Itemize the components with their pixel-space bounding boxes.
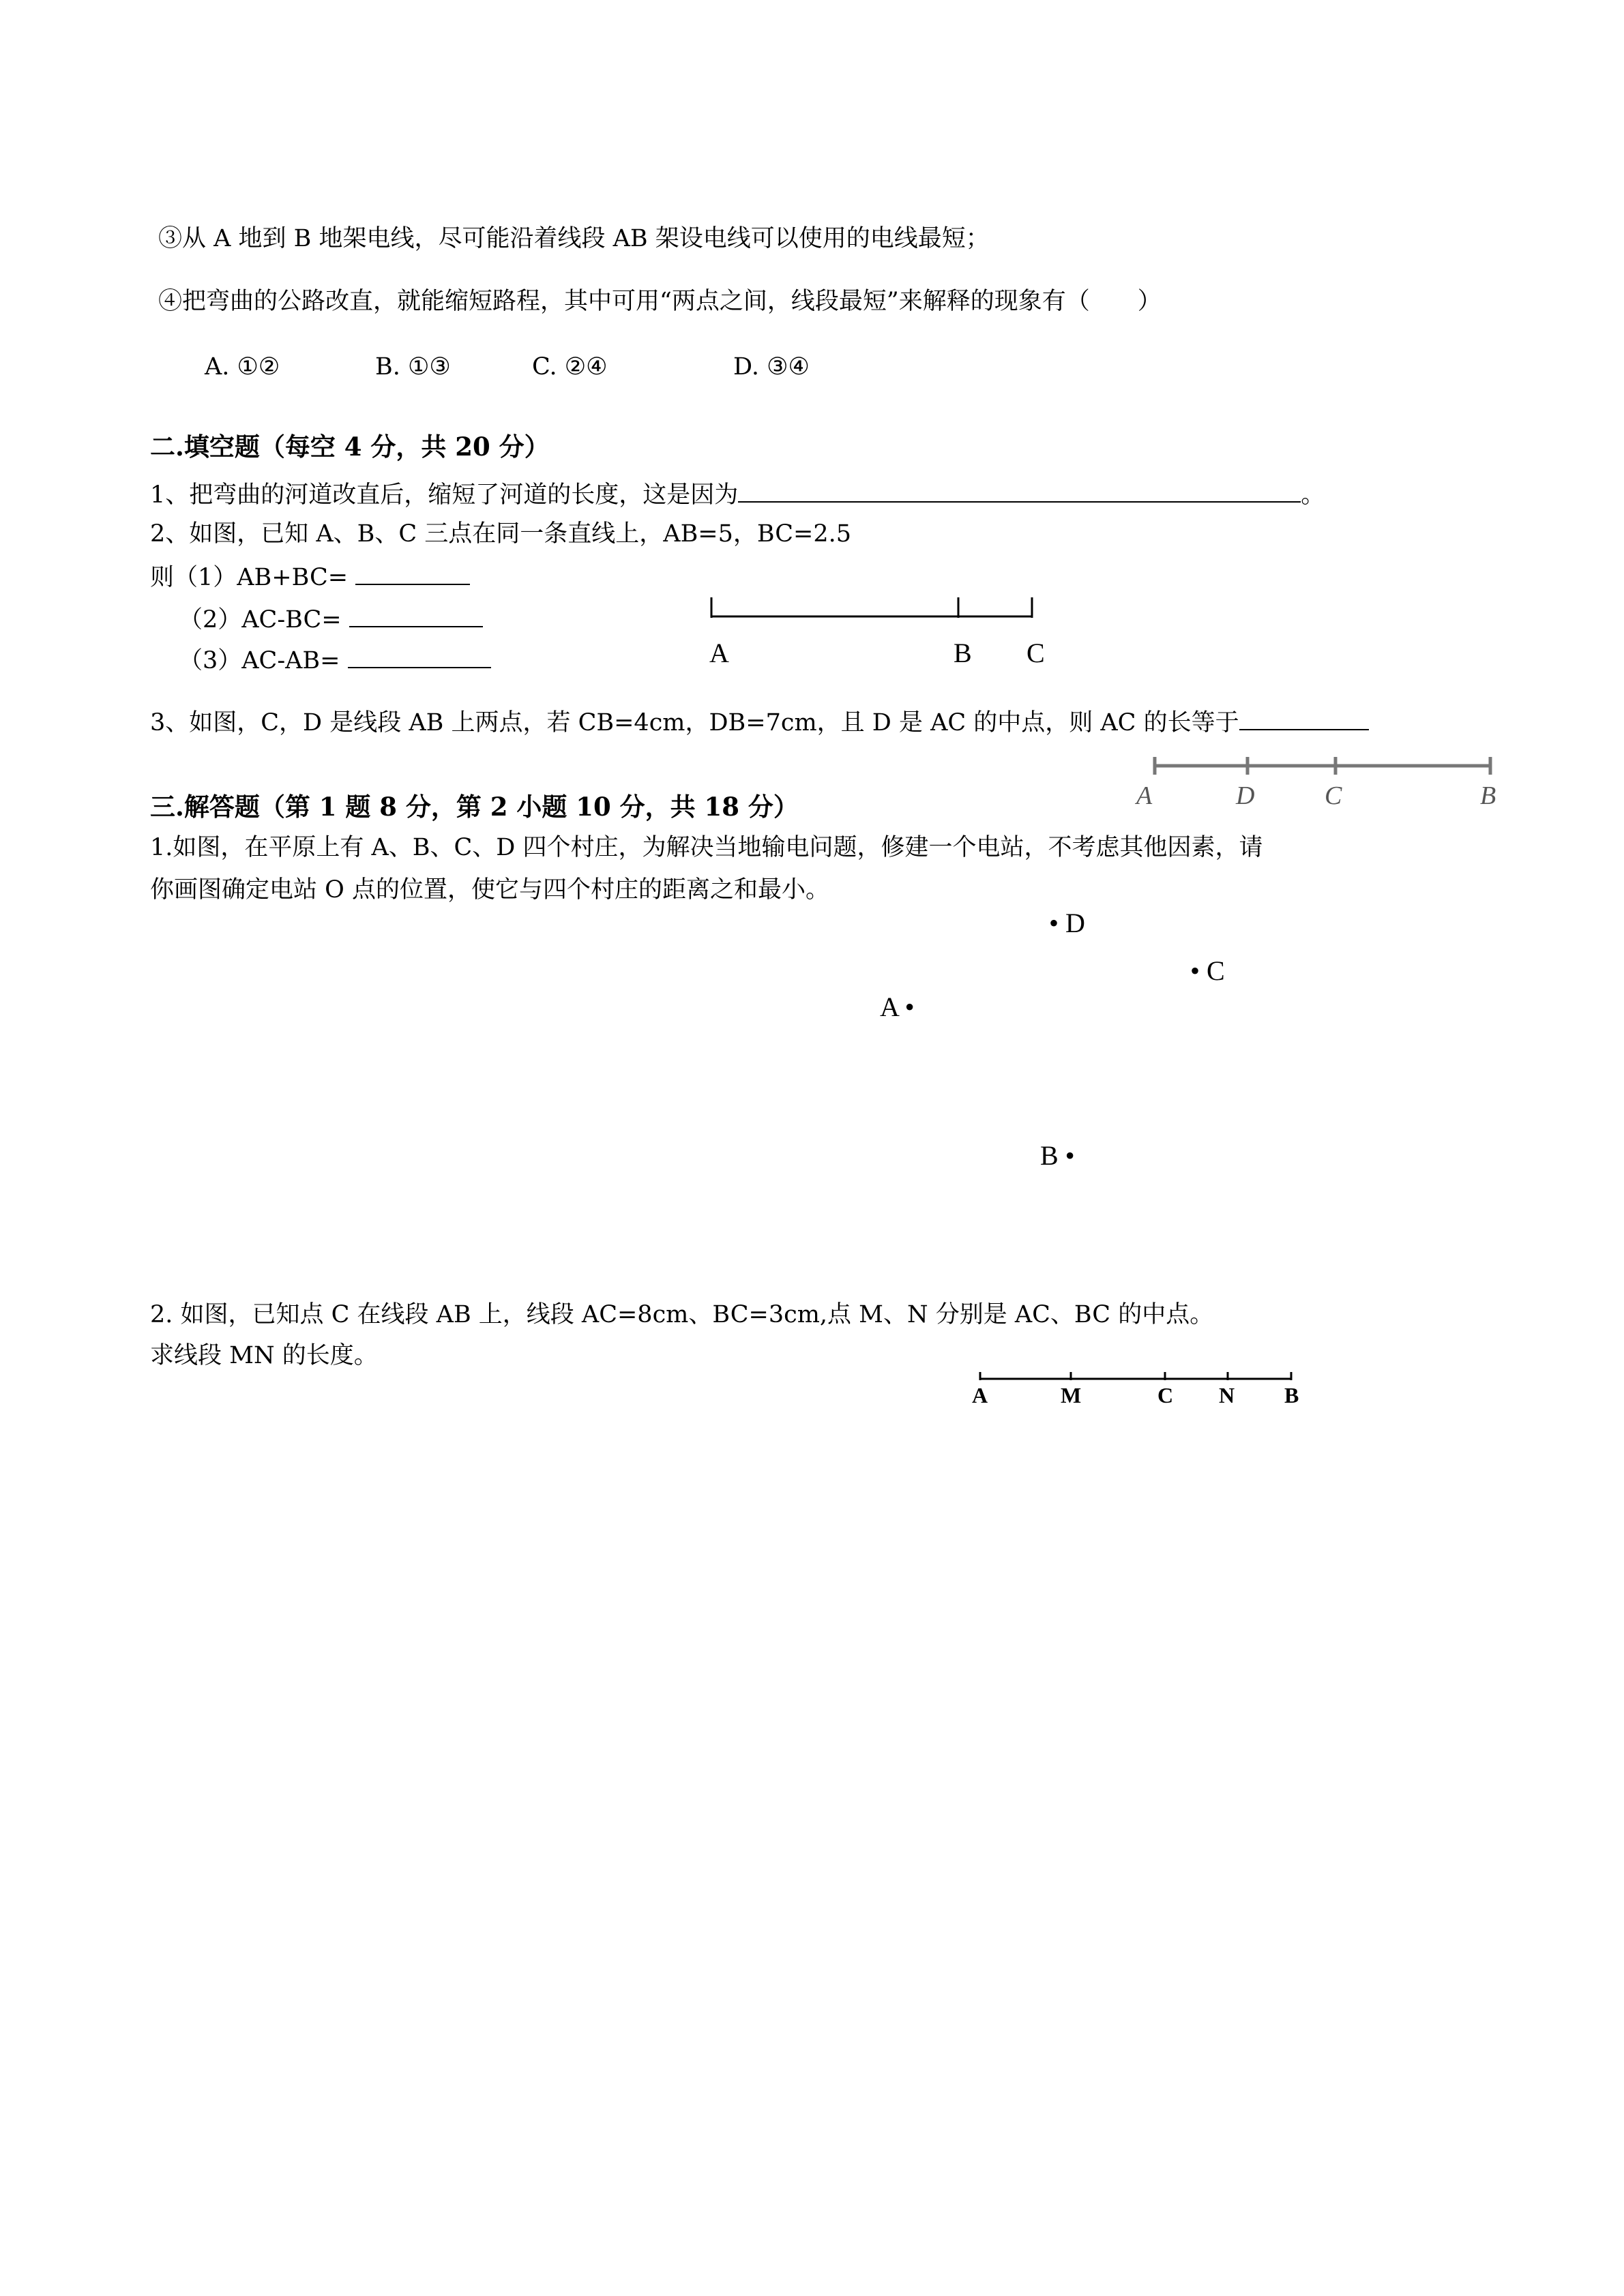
village-d: • D — [1049, 908, 1085, 938]
fill-q2-sub1-blank[interactable] — [355, 561, 470, 585]
option-c: C. ②④ — [532, 353, 608, 381]
fig2-label-b: B — [954, 638, 972, 668]
fill-q1-text: 1、把弯曲的河道改直后，缩短了河道的长度，这是因为 — [150, 481, 739, 509]
choice-item-3: ③从 A 地到 B 地架电线，尽可能沿着线段 AB 架设电线可以使用的电线最短； — [158, 225, 990, 252]
fill-q1-end: 。 — [1301, 481, 1325, 509]
fill-q3-blank[interactable] — [1239, 706, 1369, 730]
village-a: A • — [880, 992, 915, 1022]
solve-q1-line1: 1.如图，在平原上有 A、B、C、D 四个村庄，为解决当地输电问题，修建一个电站，不考虑其他因素，请 — [150, 834, 1263, 861]
fill-q2-sub2-blank[interactable] — [349, 603, 483, 627]
fill-q1-blank[interactable] — [738, 478, 1301, 503]
village-b: B • — [1040, 1140, 1075, 1171]
section-heading-fill-blank: 二.填空题（每空 4 分，共 20 分） — [150, 432, 550, 462]
fill-q2-sub2 — [179, 603, 483, 635]
solve-q2-line2: 求线段 MN 的长度。 — [150, 1342, 378, 1369]
choice-item-4: ④把弯曲的公路改直，就能缩短路程，其中可用“两点之间，线段最短”来解释的现象有（ ） — [158, 288, 1162, 315]
solve-q2-line1: 2. 如图，已知点 C 在线段 AB 上，线段 AC=8cm、BC=3cm,点 M、N 分别是 AC、BC 的中点。 — [150, 1301, 1214, 1328]
fig4-label-n: N — [1219, 1383, 1235, 1407]
fig3-label-d: D — [1236, 781, 1255, 810]
fill-q2-sub3 — [179, 644, 491, 676]
fig4-label-m: M — [1061, 1383, 1082, 1407]
fig4-label-c: C — [1157, 1383, 1174, 1407]
fig3-label-c: C — [1325, 781, 1342, 810]
fill-q2-sub1 — [150, 561, 470, 593]
fill-q2-sub2-text: （2）AC-BC= — [179, 606, 342, 633]
option-b: B. ①③ — [375, 353, 451, 381]
option-d: D. ③④ — [733, 353, 810, 381]
section-heading-solve: 三.解答题（第 1 题 8 分，第 2 小题 10 分，共 18 分） — [150, 792, 799, 822]
fill-q3-text: 3、如图，C，D 是线段 AB 上两点，若 CB=4cm，DB=7cm，且 D 是 AC 的中点，则 AC 的长等于 — [150, 709, 1239, 736]
fill-q2-sub3-text: （3）AC-AB= — [179, 647, 340, 674]
fill-q3 — [150, 706, 1369, 738]
fill-q2-text: 2、如图，已知 A、B、C 三点在同一条直线上，AB=5，BC=2.5 — [150, 520, 852, 548]
fig3-label-a: A — [1136, 781, 1153, 810]
fig2-label-a: A — [709, 638, 729, 668]
fig3-label-b: B — [1480, 781, 1496, 810]
solve-q1-line2: 你画图确定电站 O 点的位置，使它与四个村庄的距离之和最小。 — [150, 876, 829, 904]
option-a: A. ①② — [205, 353, 280, 381]
village-c: • C — [1190, 955, 1225, 986]
fill-q2-sub1-text: 则（1）AB+BC= — [150, 564, 349, 591]
fig2-label-c: C — [1027, 638, 1045, 668]
fill-q2-sub3-blank[interactable] — [348, 644, 491, 668]
fig4-label-a: A — [972, 1383, 988, 1407]
fill-q1 — [150, 478, 1325, 510]
fig4-label-b: B — [1284, 1383, 1299, 1407]
